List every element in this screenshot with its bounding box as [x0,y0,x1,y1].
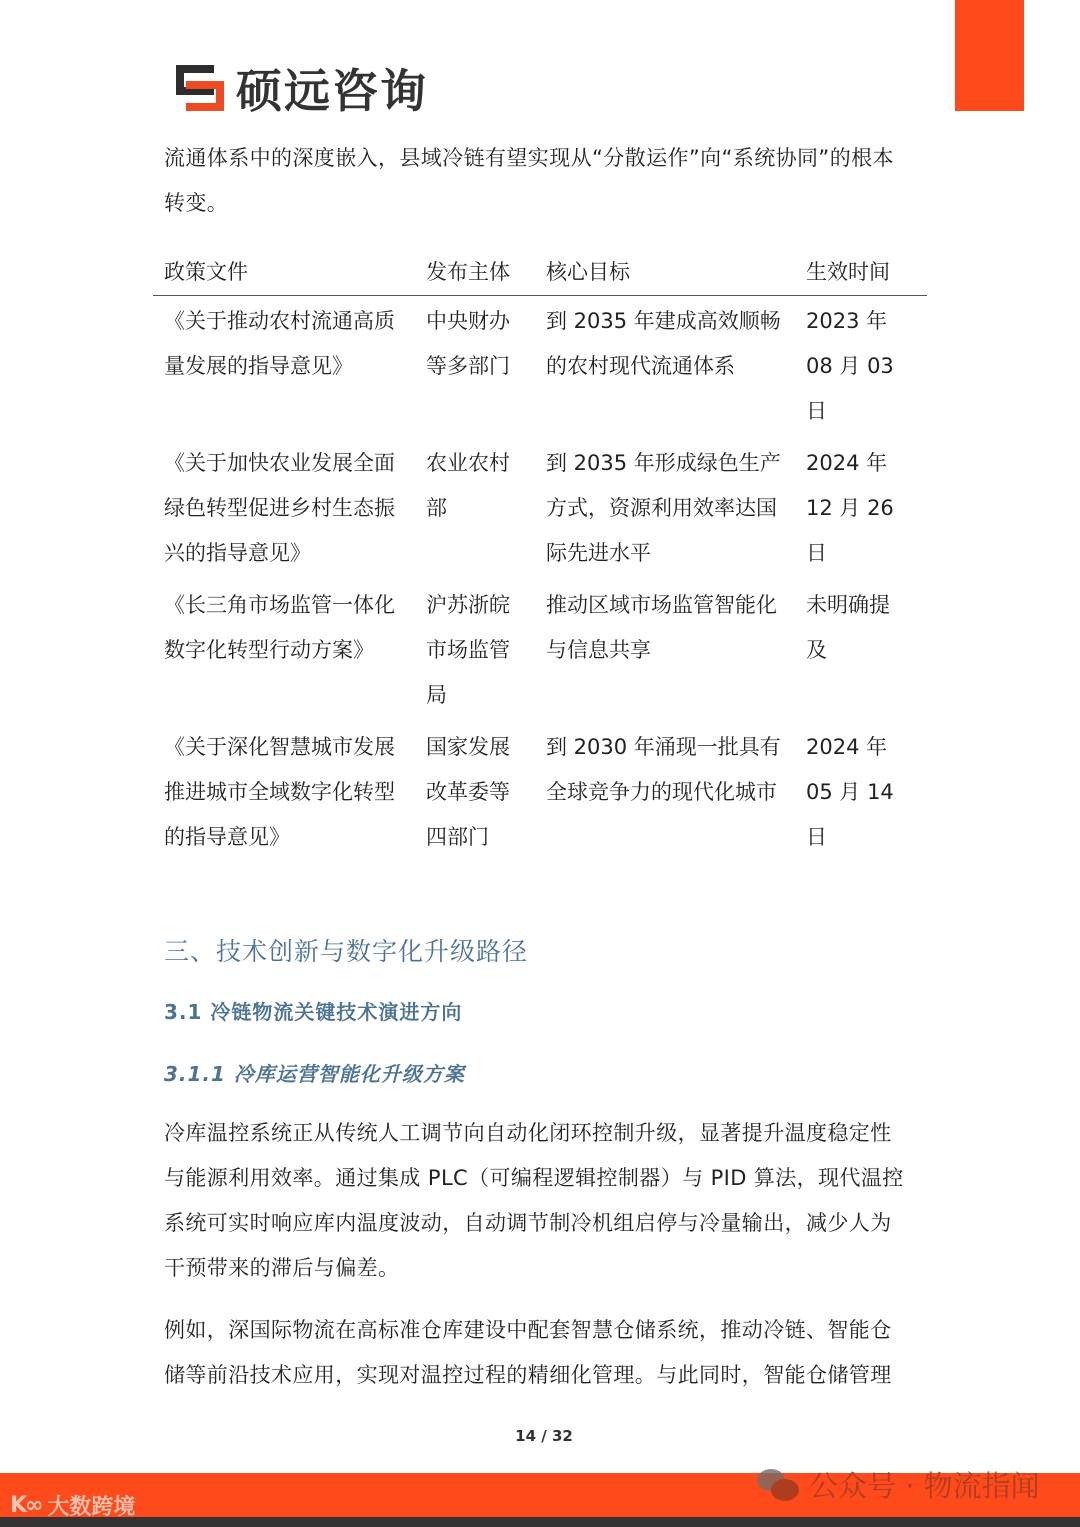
intro-paragraph: 流通体系中的深度嵌入，县域冷链有望实现从“分散运作”向“系统协同”的根本转变。 [164,146,894,215]
cell-document: 《关于推动农村流通高质量发展的指导意见》 [164,309,395,378]
cell-document: 《长三角市场监管一体化数字化转型行动方案》 [164,593,395,662]
cell-issuer: 农业农村部 [426,451,510,520]
cell-effective: 未明确提及 [806,593,890,662]
logo-mark-icon [176,65,226,111]
table-row [153,722,927,864]
watermark-right-text: 公众号 · 物流指闻 [809,1469,1040,1503]
footer-dark-strip [0,1517,1080,1527]
body-paragraph: 例如，深国际物流在高标准仓库建设中配套智慧仓储系统，推动冷链、智能仓储等前沿技术应用，实现对温控过程的精细化管理。与此同时，智能仓储管理 [164,1318,892,1387]
watermark-left [10,1490,135,1521]
cell-issuer: 国家发展改革委等四部门 [426,735,510,849]
cell-effective: 2023 年 08 月 03 日 [806,309,894,423]
cell-document: 《关于加快农业发展全面绿色转型促进乡村生态振兴的指导意见》 [164,451,395,565]
body-paragraph: 冷库温控系统正从传统人工调节向自动化闭环控制升级，显著提升温度稳定性与能源利用效率。通过集成 PLC（可编程逻辑控制器）与 PID 算法，现代温控系统可实时响应库内温度波动，自动调节制冷机组启停与冷量输出，减少人为干预带来的滞后与偏差。 [164,1121,904,1280]
subsubsection-heading: 3.1.1 冷库运营智能化升级方案 [164,1062,465,1086]
logo-text: 硕远咨询 [236,64,428,118]
header-issuer: 发布主体 [426,259,510,284]
cell-goal: 到 2035 年形成绿色生产方式，资源利用效率达国际先进水平 [546,451,781,565]
cell-goal: 到 2035 年建成高效顺畅的农村现代流通体系 [546,309,781,378]
cell-effective: 2024 年 12 月 26 日 [806,451,894,565]
table-row [153,438,927,580]
subsection-heading: 3.1 冷链物流关键技术演进方向 [164,1000,463,1024]
page-number: 14 / 32 [515,1427,573,1445]
policy-table [153,246,927,864]
watermark-left-text: 大数跨境 [47,1495,136,1520]
wechat-icon [757,1467,799,1503]
section-heading: 三、技术创新与数字化升级路径 [164,937,529,966]
watermark-right [757,1464,1040,1505]
cell-goal: 到 2030 年涌现一批具有全球竞争力的现代化城市 [546,735,781,804]
header-effective: 生效时间 [806,259,890,284]
header-document: 政策文件 [164,259,248,284]
cell-issuer: 中央财办等多部门 [426,309,510,378]
cell-document: 《关于深化智慧城市发展推进城市全域数字化转型的指导意见》 [164,735,395,849]
table-header-row [153,246,927,296]
header-goal: 核心目标 [546,259,630,284]
brand-logo-icon: K∞ [10,1493,42,1518]
company-logo [176,60,428,116]
corner-accent-tab [955,0,1024,111]
cell-goal: 推动区域市场监管智能化与信息共享 [546,593,777,662]
table-row [153,580,927,722]
cell-effective: 2024 年 05 月 14 日 [806,735,894,849]
table-row [153,296,927,438]
cell-issuer: 沪苏浙皖市场监管局 [426,593,510,707]
